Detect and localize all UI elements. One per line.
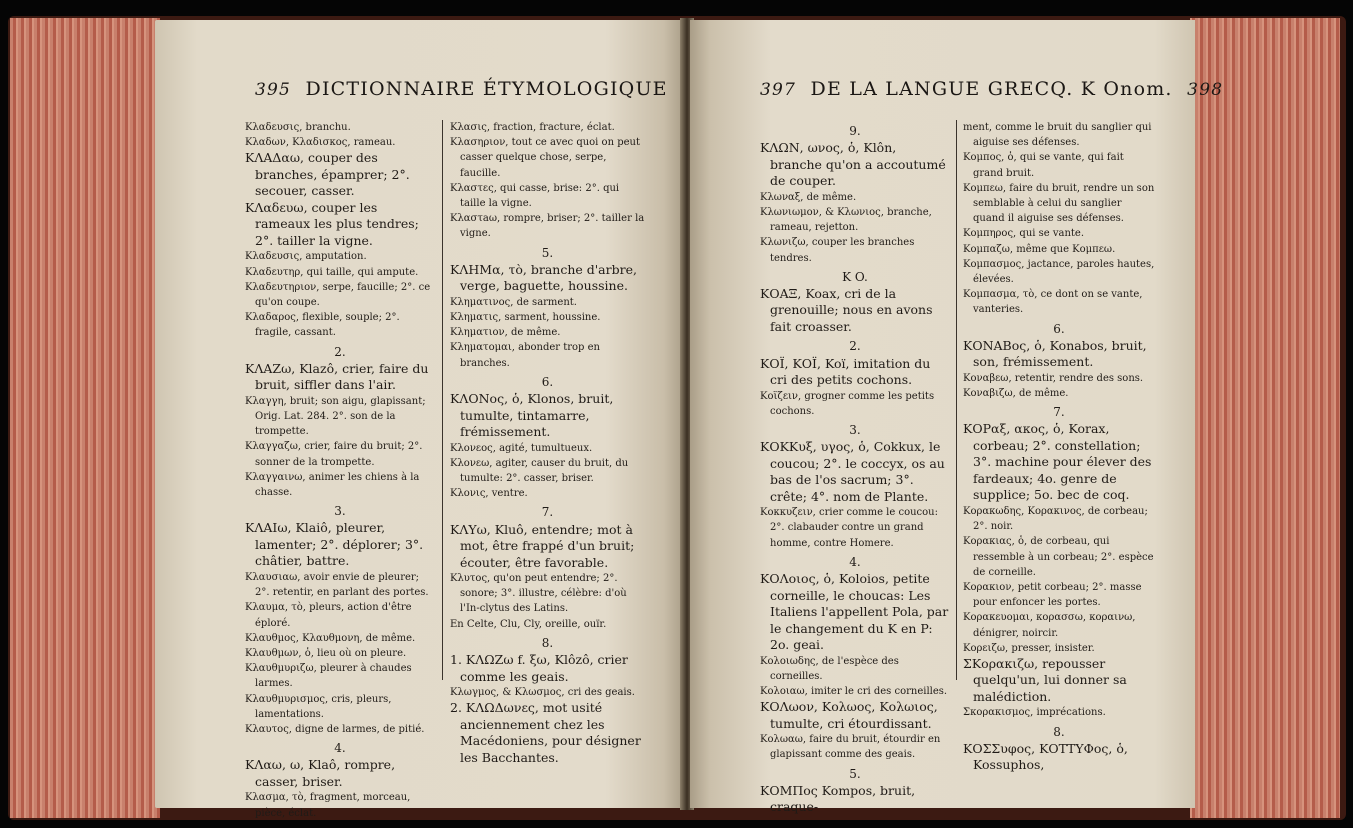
dictionary-entry: Κλαυθμων, ὁ, lieu où on pleure. xyxy=(245,647,407,659)
dictionary-entry: Κοναβιζω, de même. xyxy=(963,388,1069,400)
column-rule xyxy=(956,120,957,680)
section-number: 9. xyxy=(849,124,861,138)
dictionary-entry: Κορειζω, presser, insister. xyxy=(963,642,1095,654)
dictionary-entry: Κομπος, ὁ, qui se vante, qui fait grand bruit. xyxy=(963,152,1124,179)
dictionary-entry: Κλαυθμυριζω, pleurer à chaudes larmes. xyxy=(245,663,412,690)
dictionary-entry: Κορακευομαι, κορασσω, κοραινω, dénigrer, noircir. xyxy=(963,612,1136,639)
left-column-2 xyxy=(450,120,645,766)
dictionary-entry: Κλαστaω, rompre, briser; 2°. tailler la vigne. xyxy=(450,213,645,240)
section-number: 2. xyxy=(849,339,861,354)
dictionary-entry: Κλυτος, qu'on peut entendre; 2°. sonore; 3°. illustre, célèbre: d'où l'In-clytus des Latins. xyxy=(450,573,627,615)
dictionary-entry: Κοϊζειν, grogner comme les petits cochons. xyxy=(760,390,935,417)
dictionary-entry: Κολοιωδης, de l'espèce des corneilles. xyxy=(760,655,899,682)
dictionary-entry: ΚΟΑΞ, Koax, cri de la grenouille; nous en avons fait croasser. xyxy=(760,285,933,334)
section-number: 5. xyxy=(541,245,554,260)
dictionary-entry: Κληματις, sarment, houssine. xyxy=(450,312,601,324)
section-number: 8. xyxy=(541,635,554,650)
dictionary-entry: Κομπεω, faire du bruit, rendre un son semblable à celui du sanglier quand il aiguise ses défenses. xyxy=(963,182,1155,225)
section-number: 6. xyxy=(541,374,554,389)
dictionary-entry: Κλωναξ, de même. xyxy=(760,191,857,203)
dictionary-entry: ΚΛΑΙω, Klaiô, pleurer, lamenter; 2°. déplorer; 3°. châtier, battre. xyxy=(245,520,424,569)
dictionary-entry: Κλασμα, τὸ, fragment, morceau, pièce, éclat. xyxy=(245,792,411,819)
dictionary-entry: Κλονεω, agiter, causer du bruit, du tumulte: 2°. casser, briser. xyxy=(450,457,629,484)
page-number-398: 398 xyxy=(1187,80,1224,100)
left-page xyxy=(155,20,685,819)
dictionary-entry: Κλωνιζω, couper les branches tendres. xyxy=(760,237,915,264)
right-column-1 xyxy=(760,120,950,816)
right-column-2 xyxy=(963,120,1155,774)
dictionary-entry: Κλαγγαινω, animer les chiens à la chasse. xyxy=(245,471,420,499)
section-number: 2. xyxy=(334,344,346,359)
dictionary-entry: ΚΛΑΖω, Klazô, crier, faire du bruit, siffler dans l'air. xyxy=(245,360,429,393)
section-number: 6. xyxy=(1053,321,1065,336)
dictionary-entry: Κοναβεω, retentir, rendre des sons. xyxy=(963,372,1144,384)
dictionary-entry: Κλαδευσις, branchu. xyxy=(245,122,351,133)
dictionary-entry: ΚΟΛοιος, ὁ, Koloios, petite corneille, le choucas: Les Italiens l'appellent Pola, par le changement du K en P: 2o. geai. xyxy=(760,571,949,653)
dictionary-entry: Κλαγγη, bruit; son aigu, glapissant; Orig. Lat. 284. 2°. son de la trompette. xyxy=(245,395,426,438)
dictionary-entry: Κομπηρος, qui se vante. xyxy=(963,228,1085,240)
dictionary-entry: Κλαδευτηρ, qui taille, qui ampute. xyxy=(245,266,419,278)
dictionary-entry: Κληματινος, de sarment. xyxy=(450,296,577,308)
dictionary-entry: Κλωνιωμον, & Κλωνιος, branche, rameau, rejetton. xyxy=(760,206,932,234)
section-number: 8. xyxy=(1053,724,1065,739)
section-number: 5. xyxy=(849,766,861,781)
dictionary-entry: ΚΛαω, ω, Klaô, rompre, casser, briser. xyxy=(245,757,396,789)
left-running-title: DICTIONNAIRE ÉTYMOLOGIQUE xyxy=(305,78,668,100)
dictionary-entry: ment, comme le bruit du sanglier qui aiguise ses défenses. xyxy=(963,122,1152,149)
dictionary-entry: Κλαστες, qui casse, brise: 2°. qui taille la vigne. xyxy=(450,182,620,210)
dictionary-entry: ΚΟΜΠος Kompos, bruit, craque- xyxy=(760,782,916,815)
dictionary-entry: ΣΚορακιζω, repousser quelqu'un, lui donner sa malédiction. xyxy=(963,655,1127,704)
column-rule xyxy=(442,120,443,680)
dictionary-entry: ΚΟΡαξ, ακος, ὁ, Korax, corbeau; 2°. constellation; 3°. machine pour élever des fardeaux; 4o. genre de supplice; 5o. bec de coq. xyxy=(963,421,1152,503)
dictionary-entry: ΚΟΚΚυξ, υγος, ὁ, Cokkux, le coucou; 2°. le coccyx, os au bas de l'os sacrum; 3°. crête; 4°. nom de Plante. xyxy=(760,439,945,504)
dictionary-entry: Κλαυμα, τὸ, pleurs, action d'être éploré. xyxy=(245,602,412,629)
section-number: 4. xyxy=(334,741,346,756)
dictionary-entry: Κομπασμος, jactance, paroles hautes, élevées. xyxy=(963,258,1155,286)
dictionary-entry: Κλονεος, agité, tumultueux. xyxy=(450,442,593,454)
dictionary-entry: Κλαυθμος, Κλαυθμονη, de même. xyxy=(245,632,416,644)
dictionary-entry: Σκορακισμος, imprécations. xyxy=(963,707,1106,719)
dictionary-entry: ΚΛαδευω, couper les rameaux les plus tendres; 2°. tailler la vigne. xyxy=(245,199,419,248)
dictionary-entry: ΚΛΟΝος, ὁ, Klonos, bruit, tumulte, tintamarre, frémissement. xyxy=(450,391,614,440)
page-number-395: 395 xyxy=(255,80,292,100)
dictionary-entry: Κομπασμα, τὸ, ce dont on se vante, vanteries. xyxy=(963,289,1143,316)
dictionary-entry: Κλαυσιαω, avoir envie de pleurer; 2°. retentir, en parlant des portes. xyxy=(245,571,429,599)
page-edges-right xyxy=(1190,18,1340,818)
dictionary-entry: 1. ΚΛΩΖω f. ξω, Klôzô, crier comme les geais. xyxy=(450,652,628,684)
dictionary-entry: Κλαγγαζω, crier, faire du bruit; 2°. sonner de la trompette. xyxy=(245,441,423,468)
left-page-header xyxy=(255,78,718,100)
dictionary-entry: Κολοιαω, imiter le cri des corneilles. xyxy=(760,685,948,697)
right-page xyxy=(690,20,1224,815)
dictionary-entry: ΚΛΗΜα, τὸ, branche d'arbre, verge, baguette, houssine. xyxy=(450,261,637,294)
dictionary-entry: Κλασις, fraction, fracture, éclat. xyxy=(450,122,615,133)
dictionary-entry: Κλωγμος, & Κλωσμος, cri des geais. xyxy=(450,687,635,699)
dictionary-entry: Κλαδευσις, amputation. xyxy=(245,251,367,263)
dictionary-entry: Κοκκυζειν, crier comme le coucou: 2°. clabauder contre un grand homme, contre Homere. xyxy=(760,507,938,549)
dictionary-entry: En Celte, Clu, Cly, oreille, ouïr. xyxy=(450,618,607,630)
section-number: 4. xyxy=(849,554,861,569)
dictionary-entry: Κλαυτος, digne de larmes, de pitié. xyxy=(245,723,425,735)
dictionary-entry: ΚΟΪ, ΚΟΪ, Koï, imitation du cri des petits cochons. xyxy=(760,355,931,388)
dictionary-entry: Κολωαω, faire du bruit, étourdir en glapissant comme des geais. xyxy=(760,734,941,761)
dictionary-entry: ΚΛΩΝ, ωνος, ὁ, Klôn, branche qu'on a accoutumé de couper. xyxy=(760,140,946,189)
dictionary-entry: ΚΟΝΑΒος, ὁ, Konabos, bruit, son, frémissement. xyxy=(963,337,1147,370)
dictionary-entry: ΚΛΥω, Kluô, entendre; mot à mot, être frappé d'un bruit; écouter, être favorable. xyxy=(450,521,635,570)
dictionary-entry: Κληματιον, de même. xyxy=(450,327,561,339)
dictionary-entry: Κλαυθμυρισμος, cris, pleurs, lamentations. xyxy=(245,693,392,720)
dictionary-entry: 2. ΚΛΩΔωνες, mot usité anciennement chez les Macédoniens, pour désigner les Bacchantes. xyxy=(450,700,641,765)
dictionary-entry: Κλαδων, Κλαδισκος, rameau. xyxy=(245,137,396,149)
dictionary-entry: ΚΛΑΔαω, couper des branches, épamprer; 2°. secouer, casser. xyxy=(245,150,410,199)
section-number: 3. xyxy=(334,504,346,519)
right-running-title: DE LA LANGUE GRECQ. K Onom. xyxy=(810,78,1173,100)
section-number: 7. xyxy=(541,505,554,520)
section-number: K O. xyxy=(842,269,868,284)
dictionary-entry: Κορακιον, petit corbeau; 2°. masse pour enfoncer les portes. xyxy=(963,581,1142,609)
dictionary-entry: ΚΟΣΣυφος, ΚΟΤΤΥΦος, ὁ, Kossuphos, xyxy=(963,740,1128,773)
dictionary-entry: Κορακωδης, Κορακινος, de corbeau; 2°. noir. xyxy=(963,505,1148,533)
dictionary-entry: Κλαδαρος, flexible, souple; 2°. fragile, cassant. xyxy=(245,312,400,339)
section-number: 3. xyxy=(849,423,861,438)
dictionary-entry: Κορακιας, ὁ, de corbeau, qui ressemble à un corbeau; 2°. espèce de corneille. xyxy=(963,536,1154,578)
dictionary-entry: Κλαδευτηριον, serpe, faucille; 2°. ce qu'on coupe. xyxy=(245,281,431,309)
dictionary-entry: Κλονις, ventre. xyxy=(450,488,528,500)
dictionary-entry: Κομπαζω, même que Κομπεω. xyxy=(963,243,1116,255)
page-edges-left xyxy=(10,18,160,818)
page-number-397: 397 xyxy=(760,80,797,100)
left-column-1 xyxy=(245,120,435,821)
dictionary-entry: Κληματομαι, abonder trop en branches. xyxy=(450,342,600,369)
right-page-header xyxy=(760,78,1223,100)
section-number: 7. xyxy=(1053,405,1065,420)
dictionary-entry: ΚΟΛωον, Κολωος, Κολωιος, tumulte, cri étourdissant. xyxy=(760,699,938,731)
dictionary-entry: Κλασηριον, tout ce avec quoi on peut casser quelque chose, serpe, faucille. xyxy=(450,137,640,179)
